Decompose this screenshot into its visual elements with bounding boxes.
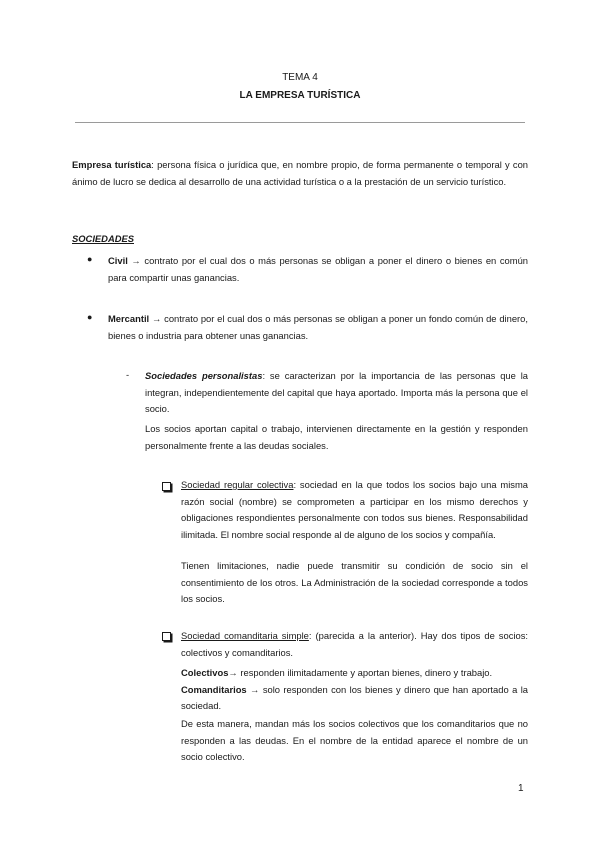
intro-definition bbox=[72, 157, 528, 190]
personalistas-paragraph: Los socios aportan capital o trabajo, intervienen directamente en la gestión y responden personalmente frente a las deudas sociales. bbox=[145, 423, 528, 451]
regular-colectiva-definition bbox=[181, 477, 528, 543]
personalistas-term: Sociedades personalistas bbox=[145, 370, 263, 381]
bullet-mercantil-text: contrato por el cual dos o más personas se obligan a poner un fondo común de dinero, bienes o industria para obtener unas ganancias. bbox=[108, 313, 528, 341]
comanditaria-text: : (parecida a la anterior). Hay dos tipos de socios: colectivos y comanditarios. bbox=[181, 630, 528, 658]
bullet-civil-text: contrato por el cual dos o más personas se obligan a poner el dinero o bienes en común para compartir unas ganancias. bbox=[108, 255, 528, 283]
section-title: SOCIEDADES bbox=[72, 233, 134, 244]
intro-text: : persona física o jurídica que, en nombre propio, de forma permanente o temporal y con ánimo de lucro se dedica al desarrollo de una actividad turística o a la prestación de un servicio turístico. bbox=[72, 159, 528, 187]
regular-colectiva-text: : sociedad en la que todos los socios bajo una misma razón social (nombre) se comprometen a participar en los mismo derechos y obligaciones respondientes personalmente con todos sus bienes. Responsabilidad ilimitada. El nombre social responde al de alguno de los socios y compañía. bbox=[181, 479, 528, 540]
checkbox-bullet-icon bbox=[162, 482, 171, 491]
regular-colectiva-term: Sociedad regular colectiva bbox=[181, 479, 294, 490]
personalistas-text: : se caracterizan por la importancia de las personas que la integran, independientemente del capital que haya aportado. Importa más la persona que el socio. bbox=[145, 370, 529, 414]
title-divider bbox=[75, 122, 525, 123]
bullet-dot-icon: ● bbox=[87, 312, 93, 322]
arrow-icon: → bbox=[127, 255, 145, 266]
bullet-civil bbox=[108, 253, 528, 286]
bullet-dot-icon: ● bbox=[87, 254, 93, 264]
comanditarios-term: Comanditarios bbox=[181, 683, 247, 695]
bullet-civil-term: Civil bbox=[108, 255, 128, 266]
checkbox-bullet-icon bbox=[162, 632, 171, 641]
comanditaria-paragraph: De esta manera, mandan más los socios colectivos que los comanditarios que no responden a las deudas. En el nombre de la entidad aparece el nombre de un socio colectivo. bbox=[181, 718, 528, 762]
regular-colectiva-paragraph: Tienen limitaciones, nadie puede transmitir su condición de socio sin el consentimiento de los otros. La Administración de la sociedad corresponde a todos los socios. bbox=[181, 560, 528, 604]
bullet-mercantil bbox=[108, 311, 528, 344]
arrow-icon: → bbox=[149, 313, 165, 324]
comanditarios-text: → solo responden con los bienes y dinero que han aportado a la sociedad. bbox=[181, 683, 528, 711]
document-title: LA EMPRESA TURÍSTICA bbox=[239, 90, 361, 101]
document-topic: TEMA 4 bbox=[282, 72, 318, 83]
comanditaria-definition bbox=[181, 628, 528, 661]
comanditaria-socios bbox=[181, 665, 528, 715]
comanditaria-term: Sociedad comanditaria simple bbox=[181, 630, 309, 641]
colectivos-term: Colectivos bbox=[181, 667, 229, 678]
colectivos-text: → responden ilimitadamente y aportan bienes, dinero y trabajo. bbox=[228, 667, 493, 678]
page-number: 1 bbox=[518, 783, 524, 794]
intro-term: Empresa turística bbox=[72, 159, 152, 170]
personalistas-definition bbox=[145, 368, 528, 418]
bullet-mercantil-term: Mercantil bbox=[108, 313, 150, 324]
dash-marker: - bbox=[126, 369, 130, 380]
